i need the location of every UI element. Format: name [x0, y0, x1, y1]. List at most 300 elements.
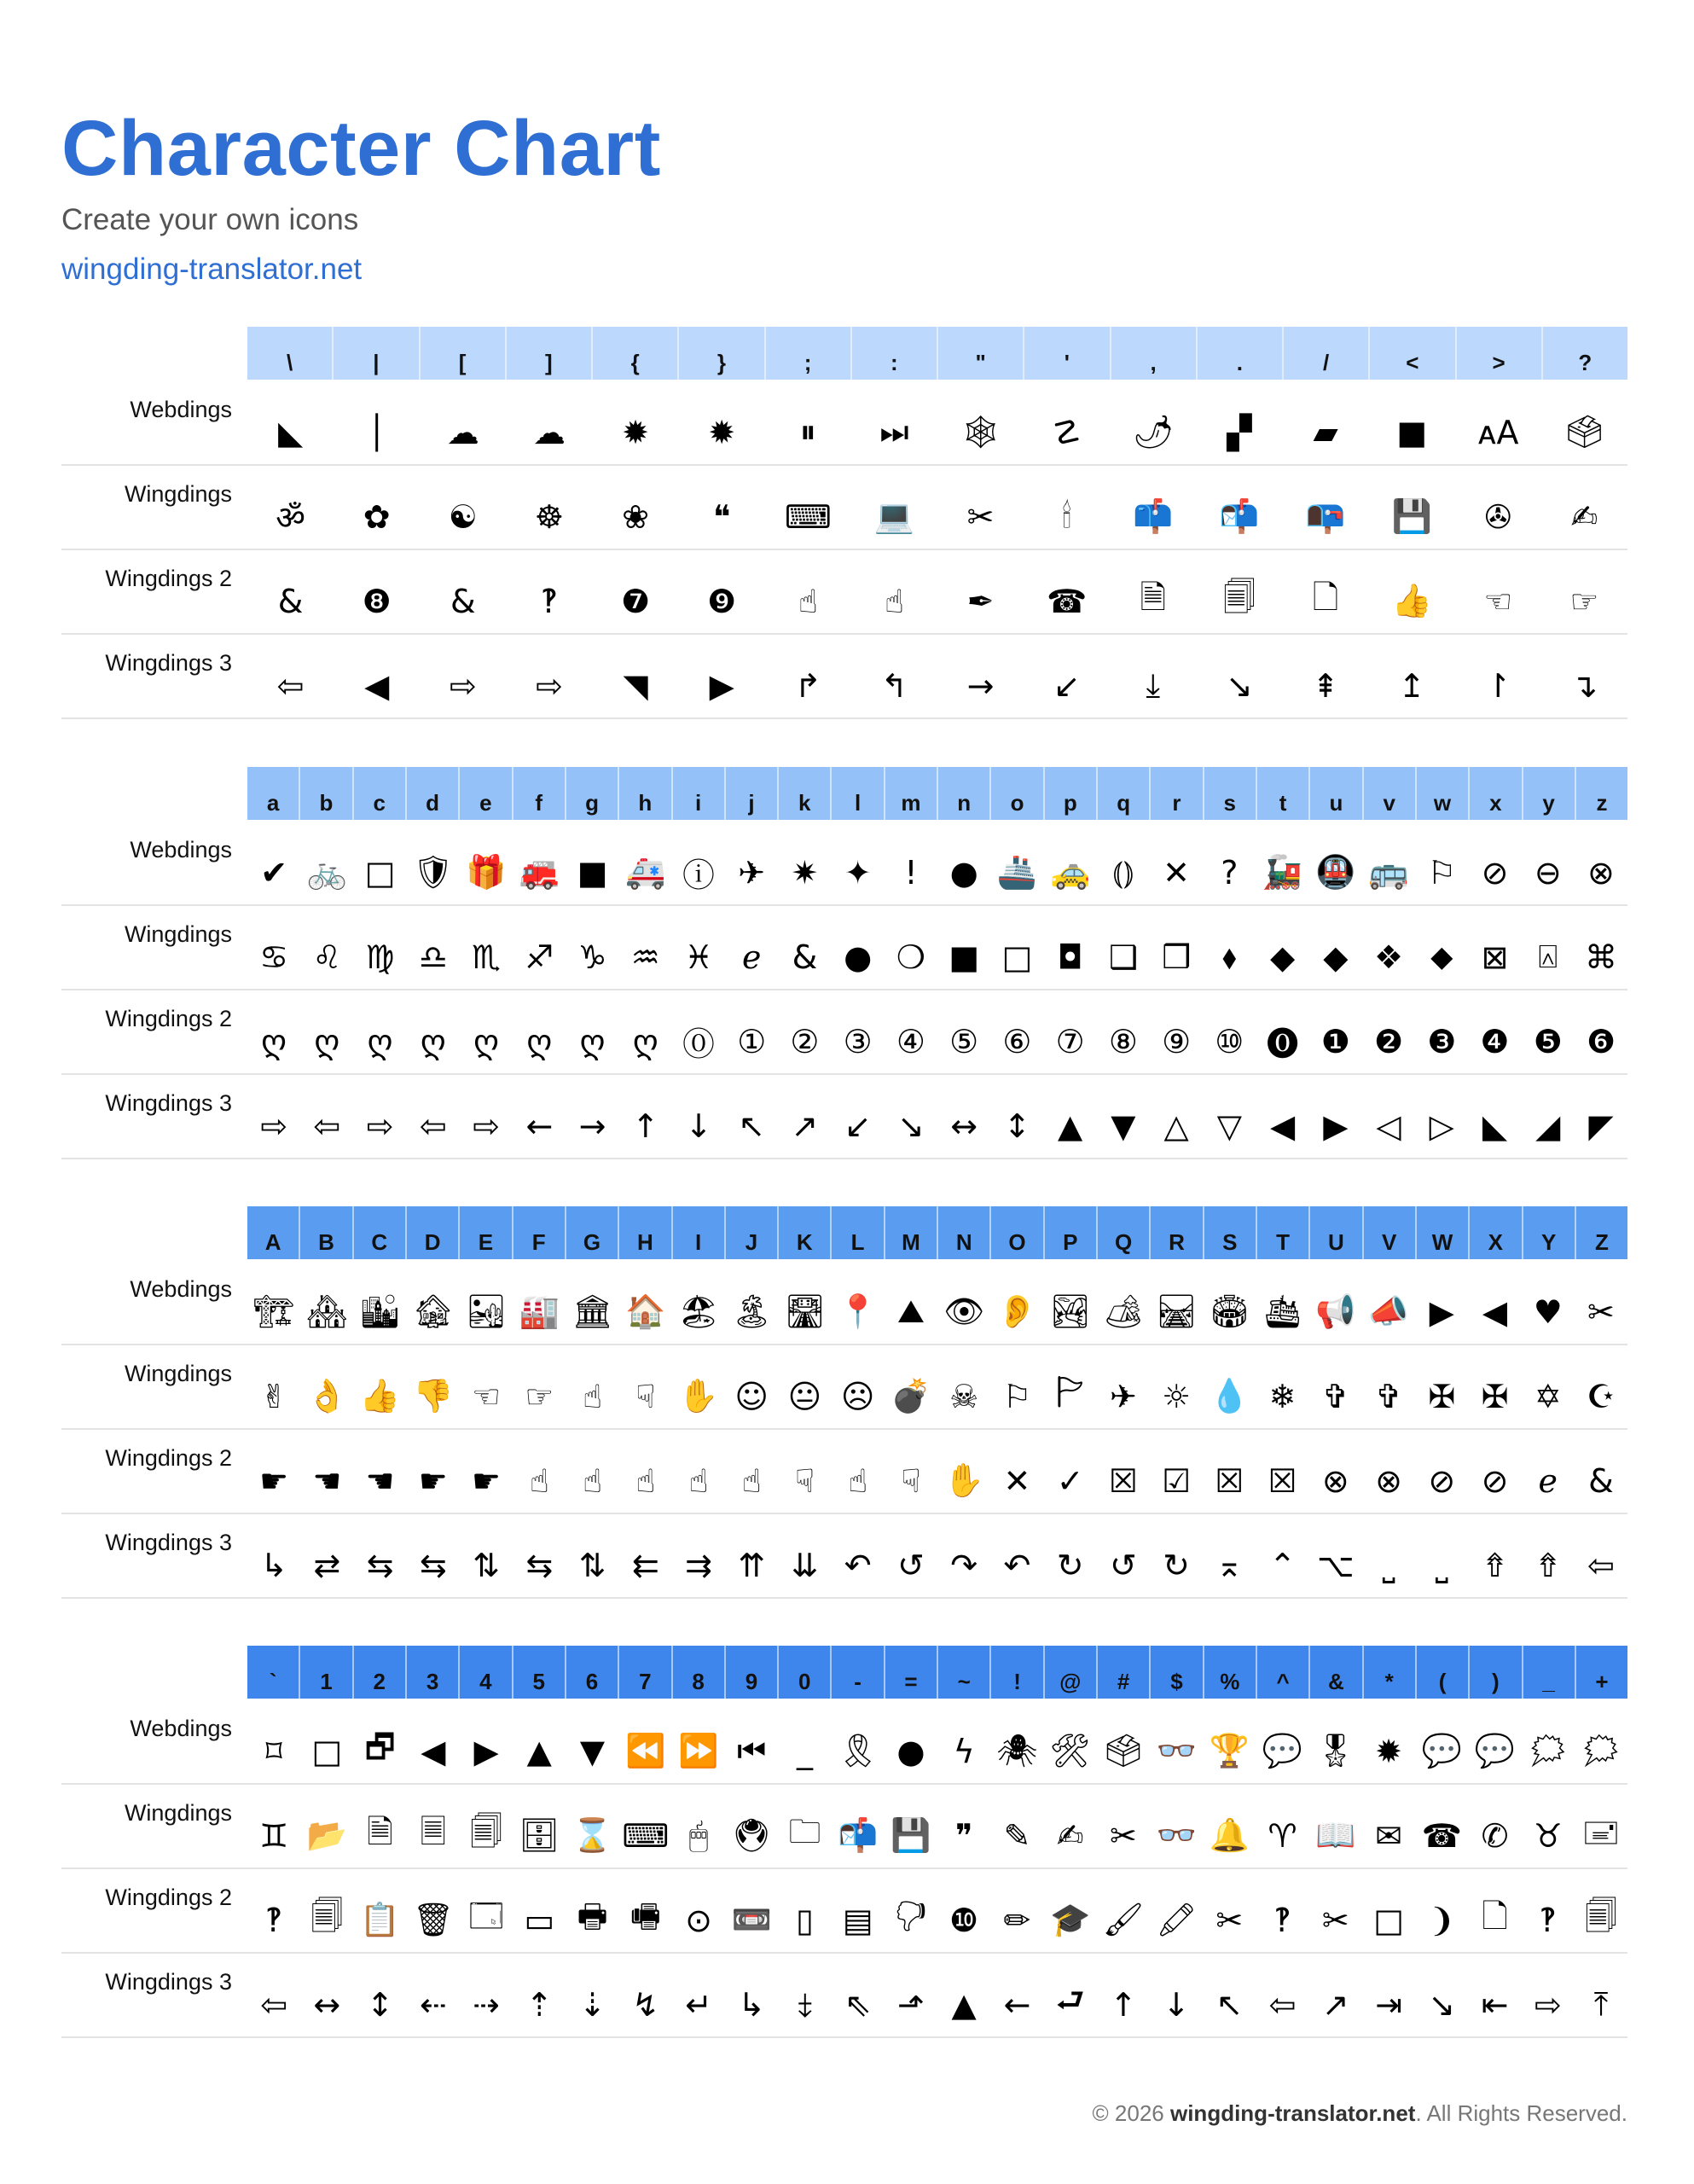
glyph-cell: ⎵ — [1382, 1546, 1395, 1583]
key-header-cell: 5 — [513, 1646, 566, 1699]
glyph-cell: ☪ — [1586, 1377, 1616, 1415]
glyph-cell: 👓 — [1156, 1732, 1197, 1769]
key-header-cell: " — [938, 327, 1024, 380]
key-header-cell: u — [1310, 767, 1363, 820]
key-header-cell: _ — [1523, 1646, 1576, 1699]
glyph-cell: ☜ — [1483, 582, 1513, 620]
font-row — [61, 904, 1627, 990]
glyph-cells — [247, 1952, 1627, 2036]
key-header-cell: * — [1364, 1646, 1417, 1699]
font-row — [61, 1952, 1627, 2038]
glyph-cell: 🏕 — [1102, 1292, 1144, 1330]
font-row — [61, 1513, 1627, 1599]
glyph-cell: ❹ — [1480, 1022, 1510, 1060]
key-header-cell: V — [1364, 1206, 1417, 1259]
glyph-cell: ⬧ — [1221, 938, 1237, 975]
glyph-cell: ☝ — [582, 1377, 603, 1415]
glyph-cells — [247, 380, 1627, 464]
glyph-cell: ☹ — [840, 1377, 875, 1415]
glyph-cell: ↰ — [880, 666, 908, 705]
glyph-cell: ℯ — [1538, 1461, 1558, 1500]
glyph-cell: ❒ — [1162, 938, 1192, 976]
glyph-cell: ☒ — [1108, 1461, 1138, 1500]
key-header-cell: - — [832, 1646, 885, 1699]
glyph-cell: ⏪ — [625, 1732, 666, 1769]
glyph-cell: ◘ — [1057, 938, 1083, 976]
key-header-cell: l — [832, 767, 885, 820]
glyph-cell: □ — [311, 1732, 343, 1770]
glyph-cell: ↘ — [897, 1107, 925, 1145]
glyph-cell: ④ — [896, 1022, 925, 1060]
glyph-cell: ❿ — [949, 1901, 979, 1939]
glyph-cell: 🏛 — [571, 1292, 613, 1330]
key-header-cell: ] — [507, 327, 593, 380]
key-header-cell: b — [300, 767, 353, 820]
glyph-cell: 👂 — [996, 1292, 1038, 1330]
glyph-cell: 🕯 — [1062, 497, 1072, 535]
glyph-cell: ▲ — [526, 1732, 552, 1770]
glyph-cell: 💣 — [891, 1377, 931, 1414]
glyph-cells — [247, 1344, 1627, 1428]
glyph-cell: 🗋 — [1312, 578, 1339, 616]
glyph-cell: 🏟 — [1209, 1292, 1250, 1330]
font-row — [61, 1259, 1627, 1345]
glyph-cell: 🚲 — [306, 853, 348, 891]
glyph-cell: ◆ — [1269, 938, 1296, 976]
footer — [1093, 2100, 1627, 2127]
key-header-cell: j — [726, 767, 779, 820]
glyph-cell: 🖲 — [731, 1816, 773, 1854]
key-header-cell: + — [1595, 1669, 1609, 1694]
glyph-cell: ② — [790, 1022, 820, 1060]
glyph-cell: ‽ — [1539, 1901, 1557, 1939]
key-header-cell: & — [1310, 1646, 1363, 1699]
glyph-cell: 🖱 — [688, 1816, 709, 1854]
glyph-cell: ☟ — [794, 1461, 815, 1500]
glyph-cell: ✓ — [1056, 1461, 1084, 1500]
glyph-cell: ⇨ — [366, 1107, 394, 1145]
glyph-cell: ♈ — [1268, 1816, 1297, 1855]
glyph-cell: ▶ — [473, 1732, 499, 1770]
glyph-cell: ✹ — [622, 413, 649, 451]
glyph-cell: ▰ — [1313, 413, 1338, 451]
key-header-cell: T — [1257, 1206, 1310, 1259]
glyph-cell: ⑩ — [1215, 1022, 1244, 1060]
key-header-cell: > — [1457, 327, 1543, 380]
glyph-cell: ↔ — [950, 1107, 978, 1145]
chart-section — [61, 767, 1627, 1160]
glyph-cell: 🏆 — [1209, 1732, 1250, 1769]
glyph-cell: ⊗ — [1321, 1461, 1349, 1500]
glyph-cell: 🚑 — [625, 853, 666, 891]
glyph-cell: 🚌 — [1368, 853, 1409, 891]
footer-copyright: © 2026 — [1092, 2100, 1170, 2126]
glyph-cell: ⊘ — [1428, 1461, 1456, 1500]
key-header-cell: { — [593, 327, 679, 380]
key-header-cell: 2 — [354, 1646, 407, 1699]
glyph-cell: 📬 — [838, 1816, 879, 1854]
font-name-label: Wingdings 2 — [105, 1885, 232, 1910]
page-title: Character Chart — [61, 105, 661, 192]
glyph-cell: 💾 — [1391, 497, 1432, 535]
glyph-cell: ☠ — [949, 1377, 979, 1415]
glyph-cell: ⏩ — [678, 1732, 719, 1769]
glyph-cell: ⛰ — [896, 1292, 925, 1330]
key-header-cell: # — [1098, 1646, 1151, 1699]
font-name-label: Wingdings 3 — [105, 1090, 232, 1116]
glyph-cell: ↱ — [794, 666, 822, 705]
glyph-cell: ■ — [949, 938, 980, 976]
glyph-cell: ❸ — [1427, 1022, 1457, 1060]
glyph-cell: ☑ — [1162, 1461, 1192, 1500]
key-header-row — [247, 327, 1627, 380]
glyph-cell: ✕ — [1163, 853, 1191, 892]
glyph-cell: ☝ — [582, 1461, 603, 1500]
glyph-cell: ☞ — [1569, 582, 1599, 620]
glyph-cell: 👎 — [413, 1377, 454, 1414]
glyph-cell: 💬 — [1262, 1732, 1303, 1769]
glyph-cell: ⇣ — [578, 1985, 606, 2024]
glyph-cell: ✒ — [966, 582, 995, 620]
glyph-cells — [247, 633, 1627, 717]
glyph-cell: & — [792, 938, 818, 976]
glyph-cell: ⊗ — [1587, 853, 1615, 892]
glyph-cells — [247, 1428, 1627, 1513]
glyph-cell: 🖃 — [1581, 1813, 1621, 1850]
glyph-cell: ↺ — [897, 1546, 925, 1584]
glyph-cell: ③ — [843, 1022, 873, 1060]
glyph-cell: ◢ — [1535, 1107, 1561, 1145]
glyph-cell: ✂ — [1215, 1901, 1244, 1939]
glyph-cell: ⏭ — [879, 413, 909, 450]
glyph-cell: ▯ — [796, 1901, 814, 1939]
glyph-cell: 🗐 — [310, 1897, 344, 1935]
glyph-cell: ⤈ — [798, 1985, 812, 2023]
font-name-label: Wingdings — [124, 921, 232, 947]
glyph-cell: 💻 — [873, 497, 915, 535]
key-header-cell: o — [991, 767, 1044, 820]
page-subtitle: Create your own icons — [61, 203, 359, 236]
glyph-cell: ღ — [473, 1022, 499, 1060]
key-header-cell: B — [300, 1206, 353, 1259]
glyph-cell: 🚒 — [519, 853, 560, 891]
glyph-cell: 🖍 — [1155, 1901, 1198, 1938]
glyph-cell: ❖ — [1374, 938, 1404, 976]
glyph-cells — [247, 1259, 1627, 1344]
glyph-cells — [247, 820, 1627, 904]
glyph-cell: ☝ — [635, 1461, 656, 1500]
glyph-cell: ▷ — [1429, 1107, 1454, 1145]
glyph-cell: 🛤 — [1155, 1292, 1198, 1330]
font-row — [61, 380, 1627, 466]
glyph-cell: 🛡 — [412, 853, 454, 891]
glyph-cell: ☝ — [688, 1461, 709, 1500]
key-header-cell: ~ — [938, 1646, 991, 1699]
glyph-cell: ⇠ — [419, 1985, 447, 2024]
key-header-cell: ! — [991, 1646, 1044, 1699]
glyph-cells — [247, 464, 1627, 549]
glyph-cell: 🗎 — [1140, 578, 1167, 616]
font-name-label: Webdings — [130, 397, 232, 422]
glyph-cell: ⓿ — [1266, 1025, 1299, 1063]
glyph-cell: ❼ — [621, 582, 651, 620]
glyph-cell: ☒ — [1215, 1461, 1244, 1500]
glyph-cell: 🗎 — [367, 1813, 393, 1850]
glyph-cell: ☁ — [532, 413, 566, 451]
glyph-cell: ღ — [420, 1022, 446, 1060]
font-name-label: Webdings — [130, 1276, 232, 1302]
glyph-cell: ⇨ — [1534, 1985, 1562, 2024]
glyph-cell: ღ — [367, 1022, 393, 1060]
glyph-cell: ☛ — [259, 1461, 289, 1500]
glyph-cell: ☺ — [734, 1377, 769, 1415]
glyph-cell: ▼ — [579, 1732, 606, 1770]
glyph-cell: ↶ — [1003, 1546, 1031, 1584]
glyph-cell: ↥ — [1398, 666, 1426, 705]
glyph-cell: 🎁 — [466, 853, 507, 891]
glyph-cell: ❻ — [1586, 1022, 1616, 1060]
glyph-cell: ϟ — [953, 1732, 975, 1770]
glyph-cell: ✠ — [1428, 1377, 1456, 1415]
glyph-cell: 🗳 — [1563, 413, 1605, 450]
glyph-cell: ✍ — [1056, 1816, 1084, 1855]
glyph-cell: ⏸ — [799, 413, 816, 450]
glyph-cell: 👍 — [1391, 582, 1432, 619]
glyph-cell: 🎗 — [837, 1732, 879, 1769]
glyph-cell: ← — [1003, 1985, 1031, 2024]
font-row — [61, 1344, 1627, 1430]
key-header-cell: p — [1045, 767, 1098, 820]
glyph-cell: ◀ — [364, 666, 390, 705]
key-header-cell: y — [1523, 767, 1576, 820]
glyph-cell: ⇆ — [525, 1546, 554, 1584]
key-header-cell: < — [1370, 327, 1456, 380]
glyph-cell: ▲ — [1058, 1107, 1083, 1145]
glyph-cell: ⌥ — [1316, 1546, 1355, 1584]
glyph-cell: ▶ — [709, 666, 734, 705]
glyph-cell: ⇦ — [1268, 1985, 1297, 2024]
glyph-cell: ♉ — [1533, 1816, 1563, 1855]
glyph-cell: ↔ — [313, 1985, 341, 2024]
key-header-cell: D — [407, 1206, 460, 1259]
glyph-cell: ◀ — [1269, 1107, 1296, 1145]
glyph-cell: ↖ — [1215, 1985, 1244, 2024]
glyph-cell: ☚ — [365, 1461, 395, 1500]
glyph-cell: ↴ — [1570, 666, 1598, 705]
key-header-cell: $ — [1151, 1646, 1204, 1699]
glyph-cell: 🖷 — [629, 1897, 661, 1935]
glyph-cell: ↗ — [791, 1107, 819, 1145]
glyph-cell: ⤒ — [1593, 1985, 1609, 2023]
glyph-cell: ◆ — [1323, 938, 1349, 976]
glyph-cell: ☛ — [472, 1461, 502, 1500]
glyph-cell: ‽ — [1273, 1901, 1291, 1939]
glyph-cell: ⇨ — [260, 1107, 288, 1145]
key-header-cell: d — [407, 767, 460, 820]
glyph-cell: ☚ — [312, 1461, 342, 1500]
glyph-cell: ↾ — [1484, 666, 1512, 705]
glyph-cell: ⊗ — [1375, 1461, 1402, 1500]
glyph-cell: │ — [367, 413, 387, 451]
glyph-cell: 👁 — [943, 1292, 985, 1330]
glyph-cell: ⇦ — [313, 1107, 341, 1145]
site-link[interactable]: wingding-translator.net — [61, 253, 363, 286]
glyph-cell: ↵ — [685, 1985, 712, 2024]
glyph-cells — [247, 904, 1627, 989]
key-header-cell: 4 — [460, 1646, 513, 1699]
key-header-cell: P — [1045, 1206, 1098, 1259]
font-row — [61, 1867, 1627, 1954]
key-header-cell: f — [513, 767, 566, 820]
glyph-cell: ● — [844, 938, 873, 976]
glyph-cells — [247, 1073, 1627, 1158]
key-header-cell: F — [513, 1206, 566, 1259]
glyph-cell: 📼 — [731, 1901, 772, 1938]
glyph-cells — [247, 989, 1627, 1073]
glyph-cell: ↳ — [260, 1546, 288, 1584]
key-header-cell: i — [673, 767, 726, 820]
glyph-cell: ☁ — [446, 413, 479, 451]
glyph-cell: ← — [525, 1107, 554, 1145]
glyph-cell: ☜ — [472, 1377, 502, 1415]
glyph-cell: ✦ — [844, 853, 872, 892]
glyph-cell: 👓 — [1156, 1816, 1197, 1854]
glyph-cell: 🚂 — [1262, 853, 1303, 891]
glyph-cell: ↺ — [1109, 1546, 1137, 1584]
key-header-cell: v — [1364, 767, 1417, 820]
glyph-cell: ✂ — [966, 497, 995, 536]
key-header-cell: a — [247, 767, 300, 820]
key-header-cell: C — [354, 1206, 407, 1259]
glyph-cell: ▶ — [1323, 1107, 1349, 1145]
key-header-cell: ( — [1417, 1646, 1470, 1699]
glyph-cell: ☟ — [635, 1377, 656, 1415]
glyph-cell: 🖶 — [577, 1897, 608, 1935]
font-name-label: Wingdings — [124, 1361, 232, 1386]
glyph-cell: 📭 — [1305, 497, 1346, 535]
glyph-cell: ⮐ — [1055, 1982, 1085, 2019]
glyph-cell: ♏ — [472, 938, 502, 976]
glyph-cell: ✹ — [708, 413, 736, 451]
glyph-cell: 🚇 — [1315, 853, 1356, 891]
glyph-cell: ● — [949, 853, 978, 892]
glyph-cell: ◣ — [277, 413, 304, 451]
glyph-cell: ⑧ — [1108, 1022, 1138, 1060]
glyph-cell: ⑥ — [1002, 1022, 1032, 1060]
key-header-cell: N — [938, 1206, 991, 1259]
glyph-cell: ❽ — [362, 582, 392, 620]
glyph-cell: ⊠ — [1481, 938, 1509, 976]
glyph-cell: 🏭 — [519, 1292, 560, 1330]
glyph-cell: ⏮ — [737, 1732, 767, 1769]
glyph-cell: 🏗 — [252, 1292, 295, 1330]
chart-section — [61, 1206, 1627, 1600]
key-header-cell: 9 — [726, 1646, 779, 1699]
glyph-cell: ↙ — [1053, 666, 1081, 705]
key-header-row — [247, 1206, 1627, 1259]
key-header-cell: k — [779, 767, 832, 820]
glyph-cell: 🚢 — [996, 853, 1038, 891]
glyph-cell: ☎ — [1047, 582, 1088, 620]
glyph-cell: 🗐 — [470, 1813, 503, 1850]
glyph-cell: & — [1588, 1461, 1614, 1500]
glyph-cell: → — [578, 1107, 606, 1145]
font-row — [61, 549, 1627, 635]
glyph-cell: ❾ — [707, 582, 737, 620]
glyph-cell: ◀ — [1482, 1292, 1508, 1331]
glyph-cell: ▼ — [1111, 1107, 1136, 1145]
glyph-cell: ⌨ — [622, 1816, 670, 1855]
glyph-cell: ☯ — [448, 497, 478, 536]
glyph-cell: 🌶 — [1132, 413, 1174, 450]
glyph-cell: ⇉ — [685, 1546, 712, 1584]
glyph-cell: 🎓 — [1049, 1901, 1091, 1938]
glyph-cell: ↓ — [685, 1107, 712, 1145]
key-header-cell: G — [566, 1206, 619, 1259]
glyph-cell: ⇮ — [1534, 1546, 1562, 1584]
key-header-cell: n — [938, 767, 991, 820]
font-name-label: Wingdings 3 — [105, 1969, 232, 1995]
key-header-row — [247, 767, 1627, 820]
glyph-cell: 🗀 — [788, 1813, 821, 1850]
glyph-cell: ▲ — [951, 1985, 977, 2024]
glyph-cell: ☒ — [1268, 1461, 1297, 1500]
glyph-cell: ❞ — [954, 1816, 973, 1855]
glyph-cell: 🗳 — [1102, 1732, 1144, 1769]
glyph-cell: 🏝 — [731, 1292, 773, 1330]
glyph-cell: 🏚 — [412, 1292, 454, 1330]
key-header-cell: % — [1204, 1646, 1257, 1699]
font-row — [61, 1699, 1627, 1785]
glyph-cell: ☟ — [901, 1461, 921, 1500]
key-header-cell: E — [460, 1206, 513, 1259]
glyph-cell: ⑤ — [949, 1022, 979, 1060]
key-header-cell: ; — [766, 327, 852, 380]
glyph-cell: 📋 — [359, 1901, 401, 1938]
glyph-cell: ↗ — [1321, 1985, 1349, 2024]
glyph-cell: ♋ — [259, 938, 289, 976]
glyph-cell: ↕ — [366, 1985, 394, 2024]
glyph-cell: □ — [1001, 938, 1033, 976]
glyph-cell: ⇄ — [313, 1546, 341, 1584]
glyph-cell: ☎ — [1421, 1816, 1462, 1855]
glyph-cell: ⇦ — [276, 666, 305, 705]
glyph-cell: 🖓 — [895, 1897, 927, 1935]
glyph-cell: ღ — [314, 1022, 340, 1060]
key-header-cell: ) — [1470, 1646, 1523, 1699]
glyph-cell: ▶ — [1429, 1292, 1454, 1331]
glyph-cell: 🏙 — [359, 1292, 401, 1330]
glyph-cell: ღ — [261, 1022, 287, 1060]
glyph-cell: ⇈ — [738, 1546, 766, 1584]
glyph-cell: ⇖ — [844, 1985, 872, 2024]
glyph-cell: ▭ — [524, 1901, 555, 1939]
glyph-cell: ⍓ — [1538, 938, 1558, 975]
glyph-cell: ⇨ — [536, 666, 563, 705]
footer-site-link[interactable]: wingding-translator.net — [1169, 2100, 1416, 2126]
glyph-cell: ⓘ — [682, 857, 715, 894]
glyph-cell: ⚐ — [1427, 853, 1457, 892]
glyph-cell: ▽ — [1216, 1107, 1242, 1145]
key-header-cell: L — [832, 1206, 885, 1259]
glyph-cell: ↑ — [631, 1107, 659, 1145]
key-header-cell: z — [1596, 790, 1608, 816]
glyph-cell: 🎖 — [1314, 1732, 1356, 1769]
glyph-cell: 👍 — [359, 1377, 401, 1414]
font-name-label: Wingdings 2 — [105, 1445, 232, 1471]
glyph-cell: ⇊ — [791, 1546, 819, 1584]
glyph-cell: ◥ — [623, 666, 648, 705]
